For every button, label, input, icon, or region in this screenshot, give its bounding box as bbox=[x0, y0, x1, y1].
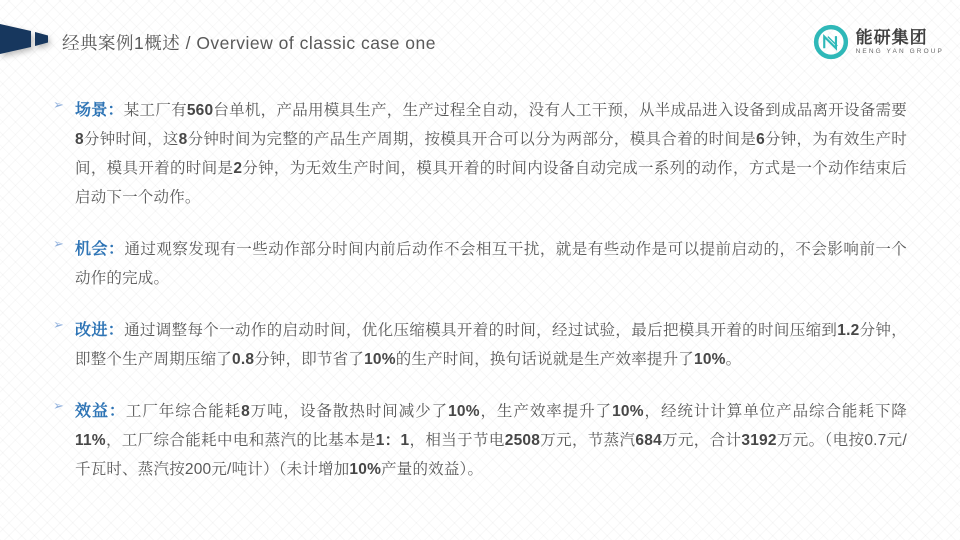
company-logo bbox=[813, 24, 944, 60]
section-text: 通过观察发现有一些动作部分时间内前后动作不会相互干扰，就是有些动作是可以提前启动的，不会影响前一个动作的完成。 bbox=[75, 241, 907, 287]
section-text: 通过调整每个一动作的启动时间，优化压缩模具开着的时间，经过试验，最后把模具开着的时间压缩到1.2分钟，即整个生产周期压缩了0.8分钟，即节省了10%的生产时间，换句话说就是生产效率提升了10%。 bbox=[75, 322, 907, 368]
section-paragraph bbox=[75, 235, 907, 293]
page-title: 经典案例1概述 / Overview of classic case one bbox=[62, 33, 436, 53]
section-text: 工厂年综合能耗8万吨，设备散热时间减少了10%，生产效率提升了10%，经统计计算单位产品综合能耗下降11%，工厂综合能耗中电和蒸汽的比基本是1：1，相当于节电2508万元，节蒸汽684万元，合计3192万元。（电按0.7元/千瓦时、蒸汽按200元/吨计）（未计增加10%产量的效益）。 bbox=[75, 403, 908, 478]
section-label: 场景： bbox=[75, 102, 124, 119]
section-label: 效益： bbox=[75, 403, 126, 420]
bullet-arrow-icon: ➢ bbox=[53, 236, 64, 251]
logo-company-subtitle: NENG YAN GROUP bbox=[855, 47, 944, 55]
slide-content bbox=[55, 96, 907, 507]
bullet-arrow-icon: ➢ bbox=[53, 398, 64, 413]
logo-icon bbox=[813, 24, 849, 60]
section-paragraph bbox=[75, 96, 907, 212]
slide-header bbox=[0, 0, 960, 72]
section-opportunity bbox=[55, 235, 907, 293]
section-paragraph bbox=[75, 397, 907, 484]
bullet-arrow-icon: ➢ bbox=[53, 317, 64, 332]
logo-text-block bbox=[856, 29, 944, 56]
header-accent-arrow-shape bbox=[0, 20, 54, 58]
logo-company-name: 能研集团 bbox=[855, 27, 928, 47]
section-paragraph bbox=[75, 316, 907, 374]
section-improvement bbox=[55, 316, 907, 374]
bullet-arrow-icon: ➢ bbox=[53, 97, 64, 112]
section-benefit bbox=[55, 397, 907, 484]
section-label: 机会： bbox=[75, 241, 125, 258]
section-scene bbox=[55, 96, 907, 212]
section-label: 改进： bbox=[75, 322, 125, 339]
section-text: 某工厂有560台单机，产品用模具生产，生产过程全自动，没有人工干预，从半成品进入设备到成品离开设备需要8分钟时间，这8分钟时间为完整的产品生产周期，按模具开合可以分为两部分，模具合着的时间是6分钟，为有效生产时间，模具开着的时间是2分钟，为无效生产时间，模具开着的时间内设备自动完成一系列的动作，方式是一个动作结束后启动下一个动作。 bbox=[75, 102, 908, 206]
